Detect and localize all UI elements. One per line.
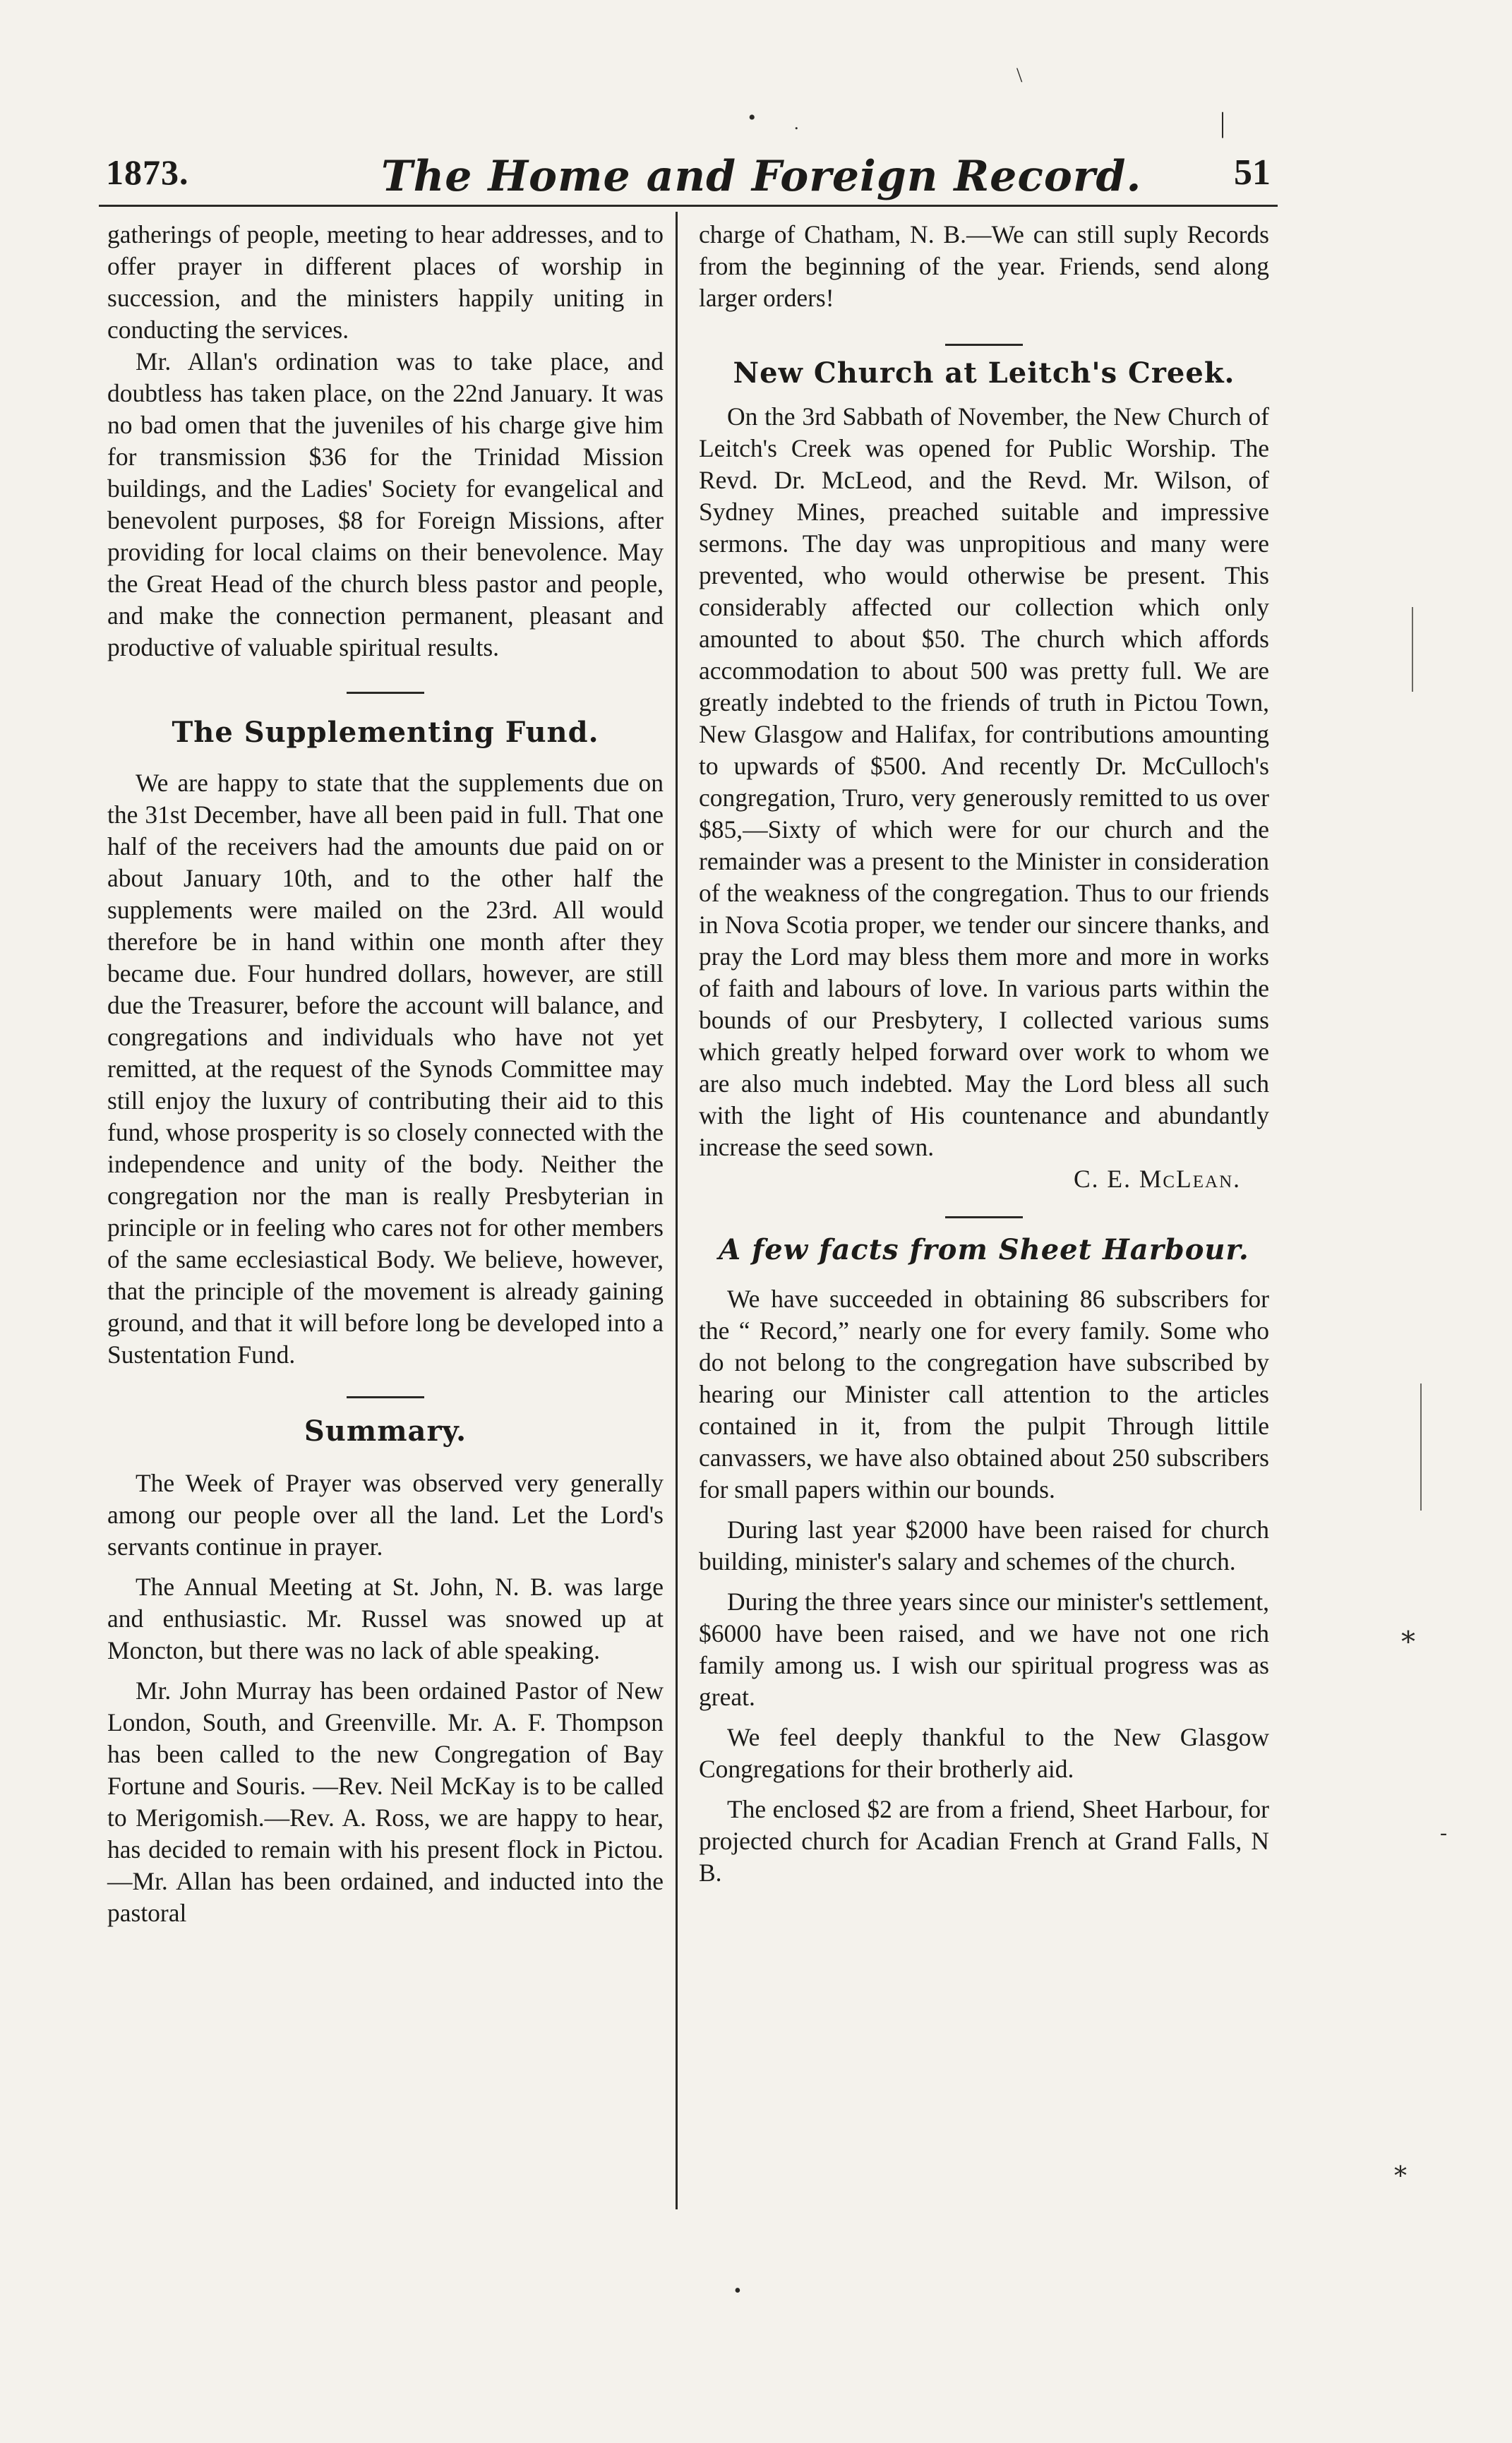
article-paragraph: The enclosed $2 are from a friend, Sheet Harbour, for projected church for Acadian French at Grand Falls, N B.: [699, 1795, 1269, 1887]
right-column: [699, 219, 1269, 1889]
article-paragraph: We are happy to state that the supplements due on the 31st December, have all been paid in full. That one half of the receivers had the amounts due paid on or about January 10th, and to the other half the supplements were mailed on the 23rd. All would therefore be in hand within one month after they became due. Four hundred dollars, however, are still due the Treasurer, before the account will balance, and congregations and individuals who have not yet remitted, at the request of the Synods Committee may still enjoy the luxury of contributing their aid to this fund, whose prosperity is so closely connected with the independence and unity of the body. Neither the congregation nor the man is really Presbyterian in principle or in feeling who cares not for other members of the same ecclesiastical Body. We believe, however, that the principle of the movement is already gaining ground, and that it will before long be developed into a Sustentation Fund.: [107, 769, 664, 1369]
section-heading: A few facts from Sheet Harbour.: [719, 1233, 1249, 1266]
article-paragraph: gatherings of people, meeting to hear addresses, and to offer prayer in different places of worship in succession, and the ministers happily uniting in conducting the services.: [107, 220, 664, 344]
column-rule: [676, 212, 678, 2209]
left-column: [107, 219, 664, 1929]
article-paragraph: charge of Chatham, N. B.—We can still suply Records from the beginning of the year. Friends, send along larger orders!: [699, 220, 1269, 312]
margin-mark: [1412, 607, 1413, 692]
print-mark: |: [1220, 107, 1226, 138]
running-header: [106, 152, 1271, 208]
margin-mark: [1420, 1383, 1422, 1511]
page-number: 51: [1234, 152, 1271, 193]
print-mark: ⁎: [1394, 2154, 1407, 2182]
article-paragraph: We feel deeply thankful to the New Glasgow Congregations for their brotherly aid.: [699, 1723, 1269, 1783]
print-mark: .: [794, 113, 799, 133]
article-paragraph: Mr. John Murray has been ordained Pastor of New London, South, and Greenville. Mr. A. F. Thompson has been called to the new Congregation of Bay Fortune and Souris. —Rev. Neil McKay is to be called to Merigomish.—Rev. A. Ross, we are happy to hear, has decided to remain with his present flock in Pictou.—Mr. Allan has been ordained, and inducted into the pastoral: [107, 1676, 664, 1927]
section-heading: The Supplementing Fund.: [172, 716, 599, 749]
article-paragraph: On the 3rd Sabbath of November, the New Church of Leitch's Creek was opened for Public Worship. The Revd. Dr. McLeod, and the Revd. Mr. Wilson, of Sydney Mines, preached suitable and impressive sermons. The day was unpropitious and many were prevented, who would otherwise be present. This considerably affected our collection which only amounted to about $50. The church which affords accommodation to about 500 was pretty full. We are greatly indebted to the friends of truth in Pictou Town, New Glasgow and Halifax, for contributions amounting to upwards of $500. And recently Dr. McCulloch's congregation, Truro, very generously remitted to us over $85,—Sixty of which were for our church and the remainder was a present to the Minister in consideration of the weakness of the congregation. Thus to our friends in Nova Scotia proper, we tender our sincere thanks, and pray the Lord may bless them more and more in works of faith and labours of love. In various parts within the bounds of our Presbytery, I collected various sums which greatly helped forward over work to whom we are also much indebted. May the Lord bless all such with the light of His countenance and abundantly increase the seed sown.: [699, 402, 1269, 1161]
article-paragraph: The Annual Meeting at St. John, N. B. was large and enthusiastic. Mr. Russel was snowed up at Moncton, but there was no lack of able speaking.: [107, 1573, 664, 1664]
print-mark: \: [1016, 64, 1023, 87]
publication-title: The Home and Foreign Record.: [381, 152, 1142, 201]
article-paragraph: Mr. Allan's ordination was to take place, and doubtless has taken place, on the 22nd January. It was no bad omen that the juveniles of his charge give him for transmission $36 for the Trinidad Mission buildings, and the Ladies' Society for evangelical and benevolent purposes, $8 for Foreign Missions, after providing for local claims on their benevolence. May the Great Head of the church bless pastor and people, and make the connection permanent, pleasant and productive of valuable spiritual results.: [107, 347, 664, 661]
signature: C. E. McLean.: [1073, 1165, 1241, 1193]
article-paragraph: During last year $2000 have been raised for church building, minister's salary and schemes of the church.: [699, 1515, 1269, 1575]
header-rule: [99, 205, 1278, 207]
article-paragraph: We have succeeded in obtaining 86 subscribers for the “ Record,” nearly one for every family. Some who do not belong to the congregation have subscribed by hearing our Minister call attention to the articles contained in it, from the pulpit Through littile canvassers, we have also obtained about 250 subscribers for small papers within our bounds.: [699, 1285, 1269, 1503]
print-mark: •: [748, 106, 756, 129]
article-paragraph: The Week of Prayer was observed very generally among our people over all the land. Let the Lord's servants continue in prayer.: [107, 1469, 664, 1561]
print-mark: -: [1440, 1821, 1447, 1844]
print-mark: ⁎: [1401, 1617, 1415, 1649]
section-heading: Summary.: [304, 1415, 467, 1448]
section-heading: New Church at Leitch's Creek.: [733, 356, 1235, 390]
print-mark: •: [734, 2280, 741, 2302]
header-year: 1873.: [106, 152, 189, 192]
article-paragraph: During the three years since our minister's settlement, $6000 have been raised, and we have not one rich family among us. I wish our spiritual progress was as great.: [699, 1587, 1269, 1711]
